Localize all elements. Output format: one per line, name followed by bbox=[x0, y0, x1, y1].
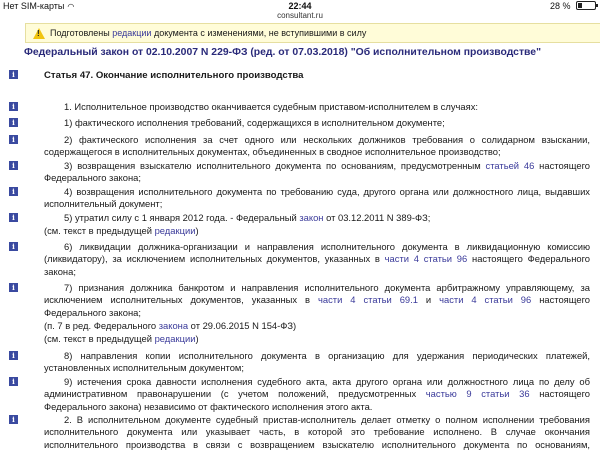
info-icon[interactable]: i bbox=[9, 187, 18, 196]
previous-edition-note bbox=[44, 333, 199, 345]
item-text: и bbox=[417, 294, 440, 306]
list-item-5 bbox=[44, 212, 590, 224]
item-line: содержащегося в исполнительных документах, объединенных в сводное исполнительное производство; bbox=[44, 146, 501, 158]
law-link[interactable]: закон bbox=[299, 212, 324, 223]
item-text: исключением исполнительных документов, указанных в bbox=[44, 294, 318, 306]
document-title[interactable]: Федеральный закон от 02.10.2007 N 229-ФЗ (ред. от 07.03.2018) "Об исполнительном производстве" bbox=[24, 47, 542, 58]
item-text: настоящего bbox=[531, 294, 590, 306]
item-line bbox=[44, 212, 590, 224]
info-icon[interactable]: i bbox=[9, 161, 18, 170]
info-icon[interactable]: i bbox=[9, 118, 18, 127]
list-item-3 bbox=[44, 160, 590, 185]
wifi-icon: ◠ bbox=[67, 2, 75, 11]
info-icon[interactable]: i bbox=[9, 135, 18, 144]
amendment-note bbox=[44, 320, 296, 332]
previous-edition-link[interactable]: редакции bbox=[154, 333, 196, 344]
item-line: Федерального закона; bbox=[44, 172, 141, 184]
warning-icon: ! bbox=[33, 28, 45, 39]
info-icon[interactable]: i bbox=[9, 242, 18, 251]
item-line bbox=[44, 253, 590, 265]
item-text: административном правонарушении (с учетом положений, предусмотренных bbox=[44, 388, 426, 400]
item-line: 2) фактического исполнения за счет одного или нескольких должников требования о солидарном взыскании, bbox=[64, 134, 590, 145]
item-text: от 03.12.2011 N 389-ФЗ; bbox=[323, 212, 431, 223]
note-text: (см. текст в предыдущей bbox=[44, 225, 155, 236]
article-69-1-part-4-link[interactable]: части 4 статьи 69.1 bbox=[318, 294, 418, 306]
item-line: закона; bbox=[44, 265, 76, 277]
info-icon[interactable]: i bbox=[9, 415, 18, 424]
item-line: Федерального закона; bbox=[44, 306, 141, 318]
warning-text-before: Подготовлены bbox=[50, 28, 113, 38]
url-bar[interactable]: consultant.ru bbox=[277, 11, 323, 20]
list-item-9 bbox=[44, 376, 590, 413]
item-line bbox=[44, 160, 590, 172]
list-item-7 bbox=[44, 282, 590, 319]
paragraph-line: 1. Исполнительное производство оканчивается судебным приставом-исполнителем в случаях: bbox=[64, 101, 478, 112]
list-item-1 bbox=[44, 117, 590, 129]
item-text: настоящего bbox=[529, 388, 590, 400]
paragraph-line: исполнительного производства в связи с возвращением взыскателю исполнительного документа по основаниям, bbox=[44, 438, 590, 450]
item-text: 3) возвращения взыскателю исполнительного документа по основаниям, предусмотренным bbox=[64, 160, 486, 171]
item-line: 4) возвращения исполнительного документа по требованию суда, другого органа или должностного лица, выдавших bbox=[64, 186, 590, 197]
list-item-6 bbox=[44, 241, 590, 278]
item-line bbox=[44, 388, 590, 400]
paragraph-2 bbox=[44, 414, 590, 451]
article-title: Статья 47. Окончание исполнительного производства bbox=[44, 70, 304, 81]
info-icon[interactable]: i bbox=[9, 283, 18, 292]
note-text: ) bbox=[195, 225, 199, 236]
info-icon[interactable]: i bbox=[9, 102, 18, 111]
note-text: (п. 7 в ред. Федерального bbox=[44, 320, 159, 331]
article-96-part-4-link[interactable]: части 4 статьи 96 bbox=[439, 294, 532, 306]
item-line: установленных исполнительным документом; bbox=[44, 362, 244, 374]
list-item-4 bbox=[44, 186, 590, 211]
item-text: 5) утратил силу с 1 января 2012 года. - Федеральный bbox=[64, 212, 300, 223]
article-36-part-9-link[interactable]: частью 9 статьи 36 bbox=[425, 388, 530, 400]
info-icon[interactable]: i bbox=[9, 377, 18, 386]
item-line: 1) фактического исполнения требований, содержащихся в исполнительном документе; bbox=[64, 117, 445, 128]
item-line: 9) истечения срока давности исполнения судебного акта, акта другого органа или должностного лица по делу об bbox=[64, 376, 590, 387]
item-line: Федерального закона) независимо от фактического исполнения этого акта. bbox=[44, 400, 373, 412]
warning-text bbox=[50, 24, 366, 42]
item-text: настоящего Федерального bbox=[467, 253, 591, 265]
item-text: настоящего bbox=[534, 160, 590, 171]
warning-text-after: документа с изменениями, не вступившими в силу bbox=[151, 28, 367, 38]
previous-edition-link[interactable]: редакции bbox=[154, 225, 196, 236]
note-text: ) bbox=[195, 333, 199, 344]
article-46-link[interactable]: статьей 46 bbox=[485, 160, 535, 171]
info-icon[interactable]: i bbox=[9, 351, 18, 360]
battery-icon bbox=[576, 1, 596, 10]
info-icon[interactable]: i bbox=[9, 213, 18, 222]
law-link[interactable]: закона bbox=[158, 320, 189, 331]
warning-banner bbox=[25, 23, 600, 43]
paragraph-1 bbox=[44, 101, 590, 113]
info-icon[interactable]: i bbox=[9, 70, 18, 79]
warning-editions-link[interactable]: редакции bbox=[112, 28, 152, 38]
paragraph-line: исполнительного документа или указывает часть, в которой это требование исполнено. В случае окончания bbox=[44, 426, 590, 438]
clock: 22:44 bbox=[288, 1, 312, 11]
note-text: (см. текст в предыдущей bbox=[44, 333, 155, 344]
list-item-2 bbox=[44, 134, 590, 159]
paragraph-line: 2. В исполнительном документе судебный пристав-исполнитель делает отметку о полном исполнении требования bbox=[64, 414, 590, 425]
item-line bbox=[44, 294, 590, 306]
carrier-text: Нет SIM-карты bbox=[3, 1, 65, 11]
battery-percent: 28 % bbox=[549, 1, 571, 11]
item-line: 8) направления копии исполнительного документа в организацию для удержания периодических платежей, bbox=[64, 350, 590, 361]
note-text: от 29.06.2015 N 154-ФЗ) bbox=[188, 320, 297, 331]
list-item-8 bbox=[44, 350, 590, 375]
item-text: (ликвидатору), за исключением исполнительных документов, указанных в bbox=[44, 253, 385, 265]
battery-fill bbox=[578, 3, 582, 8]
item-line: 6) ликвидации должника-организации и направления исполнительного документа в ликвидационную комиссию bbox=[64, 241, 590, 252]
article-96-part-4-link[interactable]: части 4 статьи 96 bbox=[384, 253, 468, 265]
item-line: 7) признания должника банкротом и направления исполнительного документа арбитражному управляющему, за bbox=[64, 282, 590, 293]
previous-edition-note bbox=[44, 225, 199, 237]
item-line: исполнительный документ; bbox=[44, 198, 163, 210]
